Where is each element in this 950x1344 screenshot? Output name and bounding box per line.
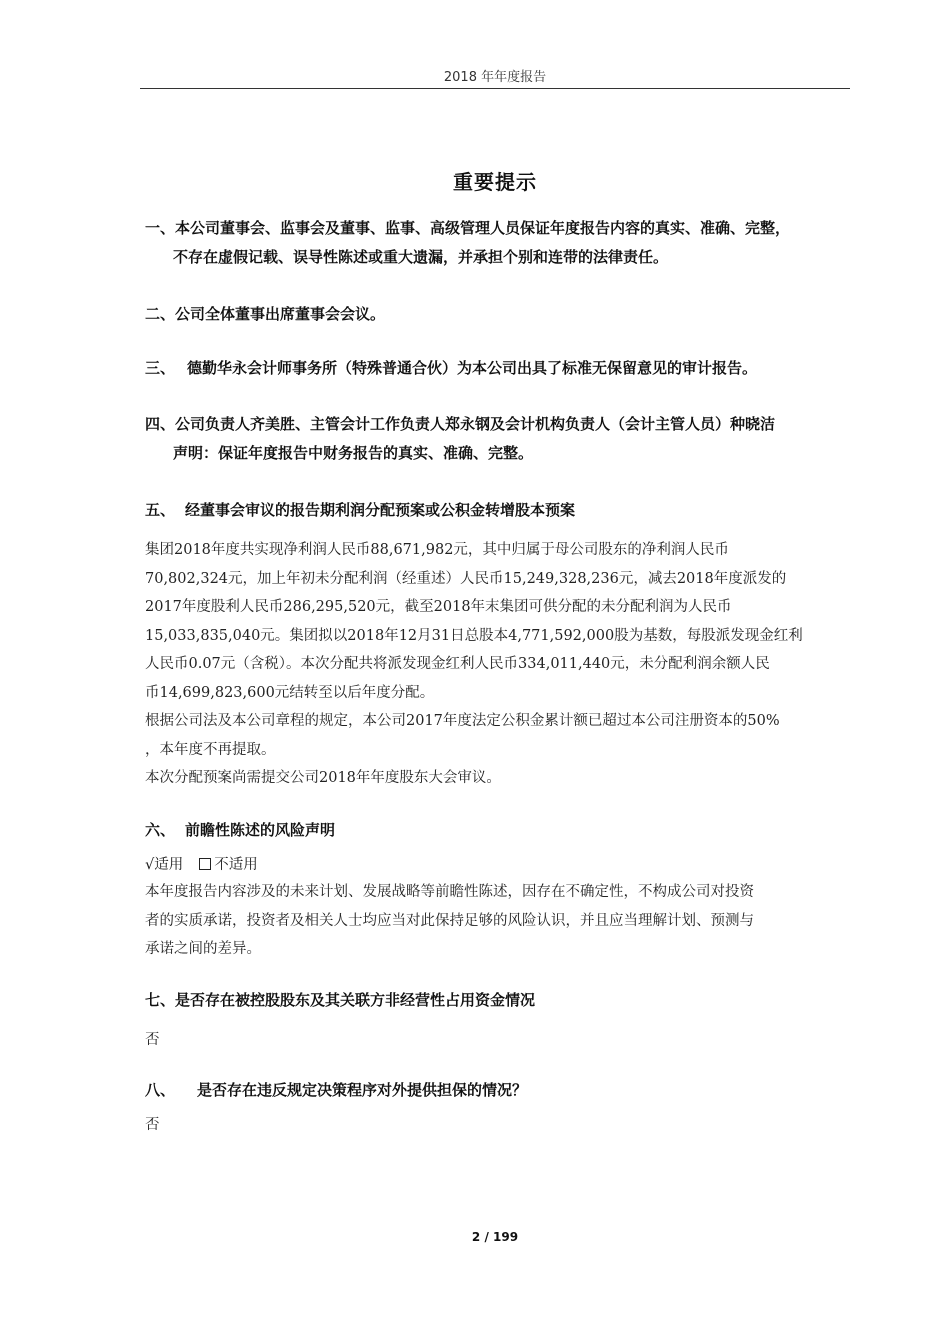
section-1-number: 一、 [145,219,176,237]
body-line: 承诺之间的差异。 [145,941,261,957]
not-applicable-option: 不适用 [214,857,258,873]
section-4 [145,410,850,468]
applicable-option-checked: √适用 [145,857,184,873]
section-1-line-2: 不存在虚假记载、误导性陈述或重大遗漏，并承担个别和连带的法律责任。 [173,248,669,266]
section-3-text: 德勤华永会计师事务所（特殊普通合伙）为本公司出具了标准无保留意见的审计报告。 [187,359,758,377]
page-title: 重要提示 [453,170,537,194]
section-7-answer: 否 [145,1032,160,1048]
section-1 [145,214,850,272]
section-6-text: 前瞻性陈述的风险声明 [185,821,336,839]
section-5-heading [145,496,850,525]
unchecked-box-icon [199,858,211,870]
page-number: 2 / 199 [471,1230,519,1244]
section-1-line-1: 本公司董事会、监事会及董事、监事、高级管理人员保证年度报告内容的真实、准确、完整， [175,219,791,237]
body-line: 2017年度股利人民币286,295,520元，截至2018年末集团可供分配的未分配利润为人民币 [145,599,732,615]
section-7-number: 七、 [145,991,176,1009]
section-5-text: 经董事会审议的报告期利润分配预案或公积金转增股本预案 [185,501,576,519]
body-line: 15,033,835,040元。集团拟以2018年12月31日总股本4,771,592,000股为基数，每股派发现金红利 [145,627,803,644]
page-header: 2018 年年度报告 [443,70,547,85]
profit-distribution-text [145,536,850,793]
header-divider [140,88,850,89]
forward-looking-statement-text [145,878,850,964]
section-4-line-1: 公司负责人齐美胜、主管会计工作负责人郑永钢及会计机构负责人（会计主管人员）种晓洁 [175,415,776,433]
body-line: 70,802,324元，加上年初未分配利润（经重述）人民币15,249,328,236元，减去2018年度派发的 [145,570,787,587]
section-8-number: 八、 [145,1081,176,1099]
section-7-heading [145,986,850,1015]
body-line: 本次分配预案尚需提交公司2018年年度股东大会审议。 [145,770,501,786]
body-line: 币14,699,823,600元结转至以后年度分配。 [145,684,435,701]
section-8-heading [145,1076,850,1105]
section-2-text: 公司全体董事出席董事会会议。 [175,305,386,323]
section-8-text: 是否存在违反规定决策程序对外提供担保的情况？ [197,1081,528,1099]
body-line: 根据公司法及本公司章程的规定，本公司2017年度法定公积金累计额已超过本公司注册资本的50% [145,713,780,729]
applicability-checkboxes [145,853,258,877]
section-8-answer: 否 [145,1117,160,1133]
section-2-number: 二、 [145,305,176,323]
body-line: 集团2018年度共实现净利润人民币88,671,982元，其中归属于母公司股东的净利润人民币 [145,542,729,558]
section-2 [145,300,850,329]
section-4-line-2: 声明：保证年度报告中财务报告的真实、准确、完整。 [173,444,534,462]
section-7-text: 是否存在被控股股东及其关联方非经营性占用资金情况 [175,991,536,1009]
body-line: 人民币0.07元（含税）。本次分配共将派发现金红利人民币334,011,440元，未分配利润余额人民 [145,656,770,672]
section-5-number: 五、 [145,501,176,519]
section-6-number: 六、 [145,821,176,839]
body-line: 本年度报告内容涉及的未来计划、发展战略等前瞻性陈述，因存在不确定性，不构成公司对投资 [145,884,754,900]
body-line: ，本年度不再提取。 [145,741,276,758]
section-3 [145,354,850,383]
section-4-number: 四、 [145,415,176,433]
section-6-heading [145,816,850,845]
section-3-number: 三、 [145,359,176,377]
body-line: 者的实质承诺，投资者及相关人士均应当对此保持足够的风险认识，并且应当理解计划、预测与 [145,912,754,929]
